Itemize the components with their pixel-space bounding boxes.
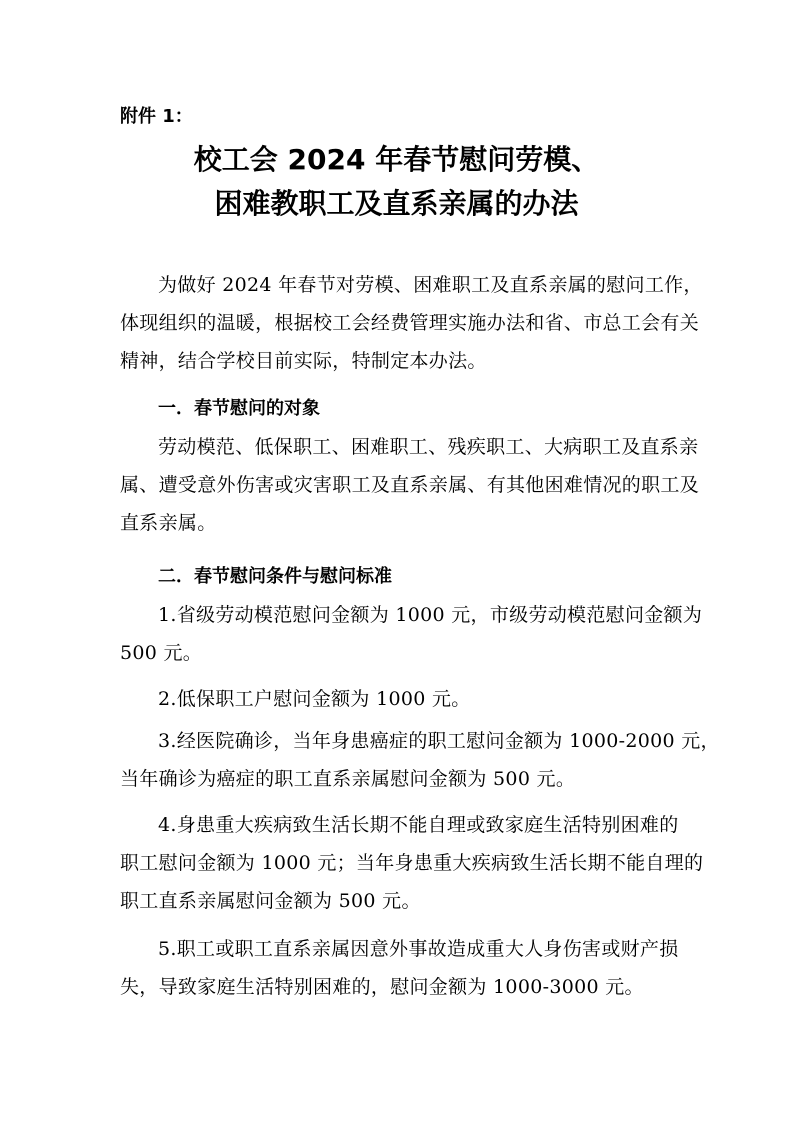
section-2-item-1 bbox=[120, 596, 703, 672]
intro-paragraph bbox=[120, 266, 703, 380]
paragraph-line: 职工慰问金额为 1000 元；当年身患重大疾病致生活长期不能自理的 bbox=[120, 852, 704, 874]
paragraph-line: 4.身患重大疾病致生活长期不能自理或致家庭生活特别困难的 bbox=[158, 814, 679, 836]
document-title-line-1: 校工会 2024 年春节慰问劳模、 bbox=[193, 143, 600, 176]
section-2-item-5 bbox=[120, 930, 680, 1006]
paragraph-line: 职工直系亲属慰问金额为 500 元。 bbox=[120, 890, 421, 912]
paragraph-line: 体现组织的温暖，根据校工会经费管理实施办法和省、市总工会有关 bbox=[120, 312, 700, 334]
paragraph-line: 属、遭受意外伤害或灾害职工及直系亲属、有其他困难情况的职工及 bbox=[120, 474, 700, 496]
paragraph-line: 2.低保职工户慰问金额为 1000 元。 bbox=[158, 688, 471, 710]
section-1-paragraph bbox=[120, 428, 700, 542]
section-2-item-4 bbox=[120, 806, 704, 920]
paragraph-line: 精神，结合学校目前实际，特制定本办法。 bbox=[120, 350, 487, 372]
paragraph-line: 5.职工或职工直系亲属因意外事故造成重大人身伤害或财产损 bbox=[158, 938, 679, 960]
paragraph-line: 直系亲属。 bbox=[120, 512, 217, 534]
paragraph-line: 3.经医院确诊，当年身患癌症的职工慰问金额为 1000-2000 元， bbox=[158, 730, 720, 752]
paragraph-line: 失，导致家庭生活特别困难的，慰问金额为 1000-3000 元。 bbox=[120, 976, 644, 998]
section-2-heading: 二．春节慰问条件与慰问标准 bbox=[158, 566, 392, 587]
paragraph-line: 当年确诊为癌症的职工直系亲属慰问金额为 500 元。 bbox=[120, 768, 576, 790]
document-title-line-2: 困难教职工及直系亲属的办法 bbox=[214, 187, 579, 220]
paragraph-line: 劳动模范、低保职工、困难职工、残疾职工、大病职工及直系亲 bbox=[158, 436, 699, 458]
section-2-item-2 bbox=[120, 680, 680, 718]
attachment-label: 附件 1： bbox=[120, 106, 193, 127]
paragraph-line: 1.省级劳动模范慰问金额为 1000 元，市级劳动模范慰问金额为 bbox=[158, 604, 703, 626]
section-2-item-3 bbox=[120, 722, 720, 798]
paragraph-line: 500 元。 bbox=[120, 642, 203, 664]
paragraph-line: 为做好 2024 年春节对劳模、困难职工及直系亲属的慰问工作， bbox=[158, 274, 703, 296]
section-1-heading: 一．春节慰问的对象 bbox=[158, 398, 320, 419]
